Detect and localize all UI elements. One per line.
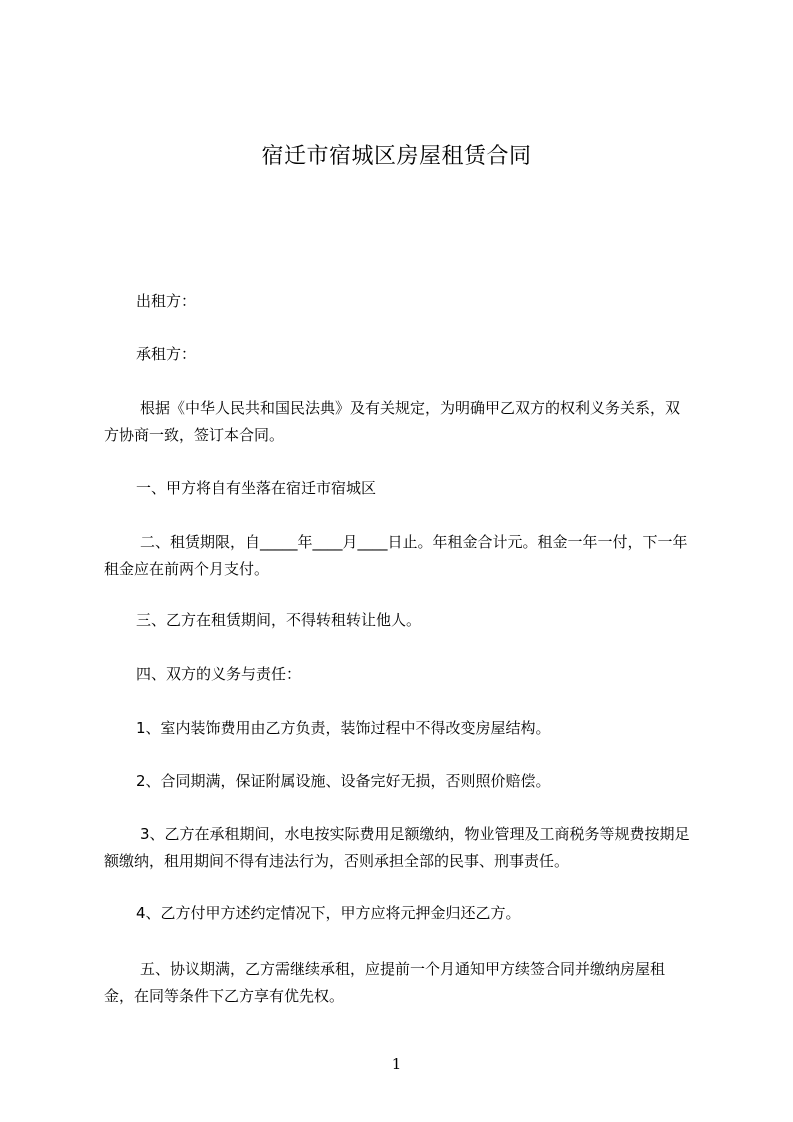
lessee-label: 承租方： [136,345,197,363]
clause-4: 四、双方的义务与责任： [136,665,302,683]
document-title: 宿迁市宿城区房屋租赁合同 [261,144,532,169]
preamble-paragraph: 根据《中华人民共和国民法典》及有关规定，为明确甲乙双方的权利义务关系，双方协商一致，签订本合同。 [104,399,681,444]
clause-4-item-2: 2、合同期满，保证附属设施、设备完好无损，否则照价赔偿。 [136,772,551,790]
clause-1: 一、甲方将自有坐落在宿迁市宿城区 [136,479,377,497]
page-number: 1 [391,1055,402,1073]
clause-4-item-4: 4、乙方付甲方述约定情况下，甲方应将元押金归还乙方。 [136,904,521,922]
clause-5: 五、协议期满，乙方需继续承租，应提前一个月通知甲方续签合同并缴纳房屋租金，在同等条件下乙方享有优先权。 [104,960,666,1005]
clause-4-item-1: 1、室内装饰费用由乙方负责，装饰过程中不得改变房屋结构。 [136,719,551,737]
clause-4-item-3: 3、乙方在承租期间，水电按实际费用足额缴纳，物业管理及工商税务等规费按期足额缴纳，租用期间不得有违法行为，否则承担全部的民事、刑事责任。 [104,825,690,870]
lessor-label: 出租方： [136,292,197,310]
clause-3: 三、乙方在租赁期间，不得转租转让他人。 [136,611,422,629]
clause-2: 二、租赁期限，自_____年____月____日止。年租金合计元。租金一年一付，下一年租金应在前两个月支付。 [104,533,688,578]
